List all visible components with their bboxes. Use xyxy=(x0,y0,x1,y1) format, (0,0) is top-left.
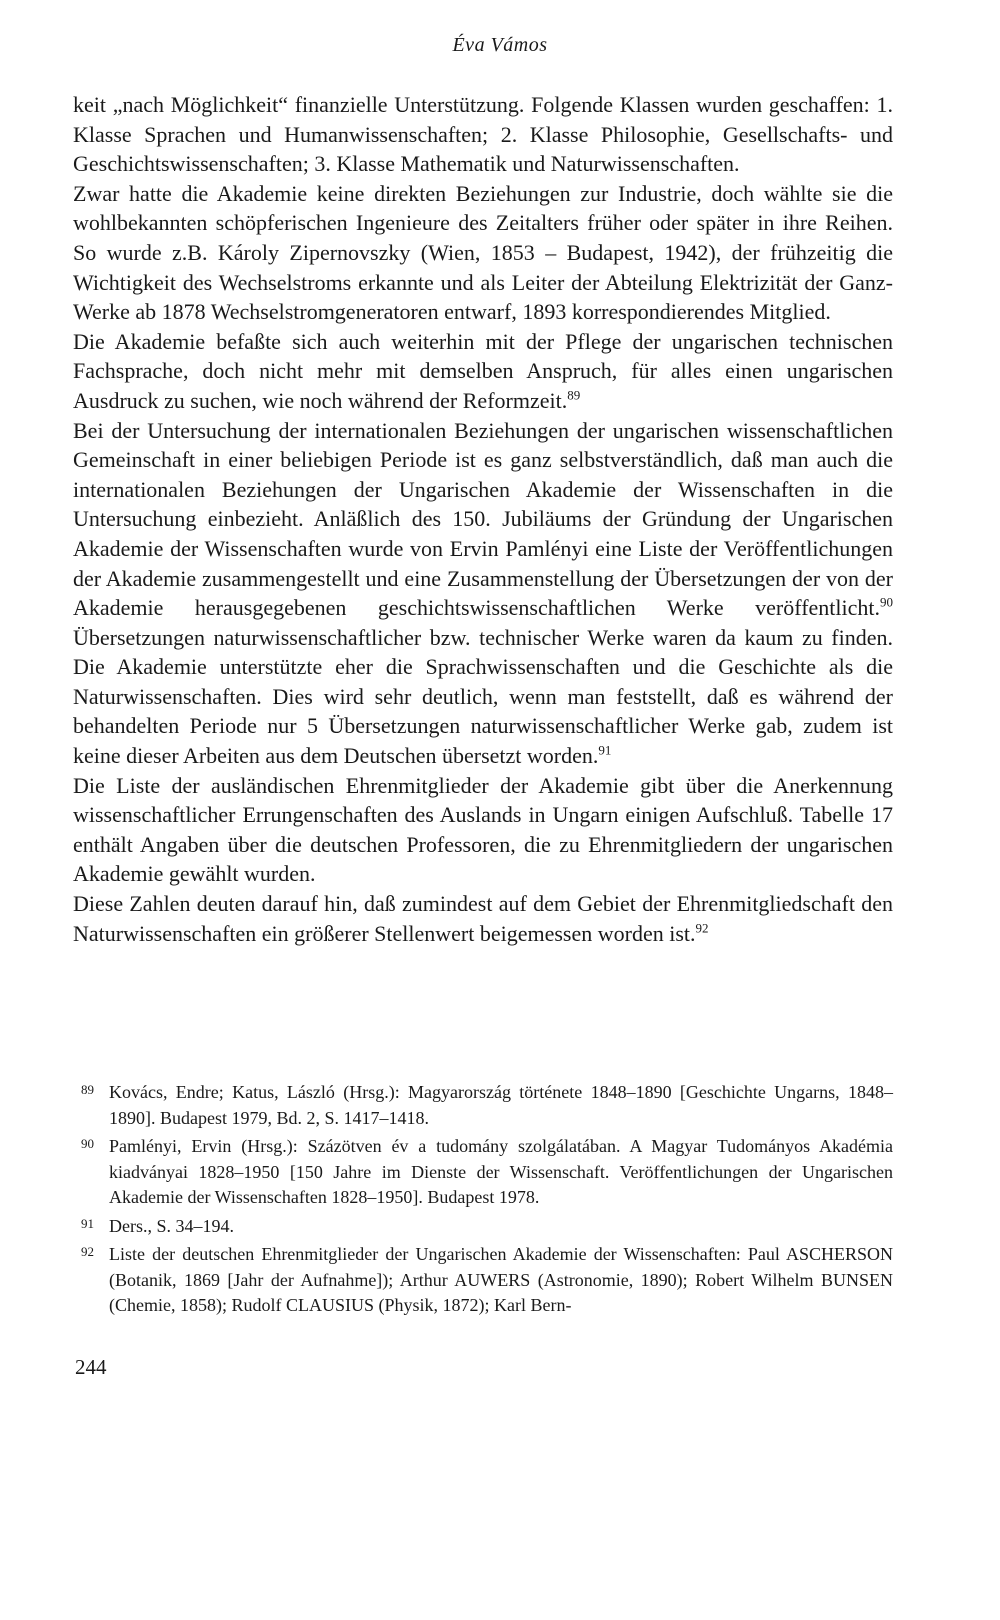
footnote-ref[interactable]: 89 xyxy=(567,387,581,403)
paragraph-text: Die Akademie befaßte sich auch weiterhin mit der Pflege der ungarischen technischen Fachsprache, doch nicht mehr mit demselben Anspruch, für alles einen ungarischen Ausdruck zu suchen, wie noch während der Reformzeit. xyxy=(73,328,893,413)
running-head: Éva Vámos xyxy=(452,34,548,56)
paragraph-text: Übersetzungen naturwissenschaftlicher bzw. technischer Werke waren da kaum zu finden. Die Akademie unterstützte eher die Sprachwissenschaften und die Geschichte als die Naturwissenschaften. Dies wird sehr deutlich, wenn man feststellt, daß es während der behandelten Periode nur 5 Übersetzungen naturwissenschaftlicher Werke gab, zudem ist keine dieser Arbeiten aus dem Deutschen übersetzt worden. xyxy=(73,624,893,769)
footnote-ref[interactable]: 90 xyxy=(880,594,893,610)
paragraph xyxy=(73,179,893,327)
footnote xyxy=(73,1080,893,1131)
footnote-text: Liste der deutschen Ehrenmitglieder der Ungarischen Akademie der Wissenschaften: Paul ASCHERSON (Botanik, 1869 [Jahr der Aufnahme]); Arthur AUWERS (Astronomie, 1890); Robert Wilhelm BUNSEN (Chemie, 1858); Rudolf CLAUSIUS (Physik, 1872); Karl Bern- xyxy=(109,1244,893,1315)
footnote-ref[interactable]: 92 xyxy=(695,920,709,936)
paragraph-text: Diese Zahlen deuten darauf hin, daß zumindest auf dem Gebiet der Ehrenmitgliedschaft den Naturwissenschaften ein größerer Stellenwert beigemessen worden ist. xyxy=(73,891,893,946)
paragraph-text: Die Liste der ausländischen Ehrenmitglieder der Akademie gibt über die Anerkennung wissenschaftlicher Errungenschaften des Auslands in Ungarn einigen Aufschluß. Tabelle 17 enthält Angaben über die deutschen Professoren, die zu Ehrenmitgliedern der ungarischen Akademie gewählt wurden. xyxy=(73,772,893,887)
footnote-number: 91 xyxy=(81,1215,94,1231)
footnote-number: 89 xyxy=(81,1082,94,1097)
footnote xyxy=(73,1134,893,1211)
paragraph-text: Zwar hatte die Akademie keine direkten Beziehungen zur Industrie, doch wählte sie die wohlbekannten schöpferischen Ingenieure des Zeitalters früher oder später in ihre Reihen. So wurde z.B. Károly Zipernovszky (Wien, 1853 – Budapest, 1942), der frühzeitig die Wichtigkeit des Wechselstroms erkannte und als Leiter der Abteilung Elektrizität der Ganz-Werke ab 1878 Wechselstromgeneratoren entwarf, 1893 korrespondierendes Mitglied. xyxy=(73,180,893,325)
paragraph xyxy=(73,771,893,889)
paragraph-text: keit „nach Möglichkeit“ finanzielle Unterstützung. Folgende Klassen wurden geschaffen: 1. Klasse Sprachen und Humanwissenschaften; 2. Klasse Philosophie, Gesellschafts- und Geschichtswissenschaften; 3. Klasse Mathematik und Naturwissenschaften. xyxy=(73,92,893,177)
footnote-number: 92 xyxy=(81,1244,94,1259)
footnote xyxy=(73,1214,893,1240)
paragraph xyxy=(73,889,893,948)
footnote-number: 90 xyxy=(81,1136,94,1151)
paragraph xyxy=(73,327,893,416)
footnote-text: Kovács, Endre; Katus, László (Hrsg.): Magyarország története 1848–1890 [Geschichte Ungarns, 1848–1890]. Budapest 1979, Bd. 2, S. 1417–1418. xyxy=(109,1082,893,1128)
footnotes xyxy=(73,1080,893,1322)
footnote-text: Ders., S. 34–194. xyxy=(109,1215,234,1236)
paragraph xyxy=(73,90,893,179)
body-text xyxy=(73,90,893,948)
footnote-ref[interactable]: 91 xyxy=(598,742,612,758)
footnote xyxy=(73,1242,893,1319)
paragraph xyxy=(73,416,893,771)
page-number: 244 xyxy=(75,1355,107,1379)
paragraph-text: Bei der Untersuchung der internationalen Beziehungen der ungarischen wissenschaftlichen Gemeinschaft in einer beliebigen Periode ist es ganz selbstverständlich, daß man auch die internationalen Beziehungen der Ungarischen Akademie der Wissenschaften in die Untersuchung einbezieht. Anläßlich des 150. Jubiläums der Gründung der Ungarischen Akademie der Wissenschaften wurde von Ervin Pamlényi eine Liste der Veröffentlichungen der Akademie zusammengestellt und eine Zusammenstellung der Übersetzungen der von der Akademie herausgegebenen geschichtswissenschaftlichen Werke veröffentlicht. xyxy=(73,417,893,621)
footnote-text: Pamlényi, Ervin (Hrsg.): Százötven év a tudomány szolgálatában. A Magyar Tudományos Akadémia kiadványai 1828–1950 [150 Jahre im Dienste der Wissenschaft. Veröffentlichungen der Ungarischen Akademie der Wissenschaften 1828–1950]. Budapest 1978. xyxy=(109,1136,893,1207)
